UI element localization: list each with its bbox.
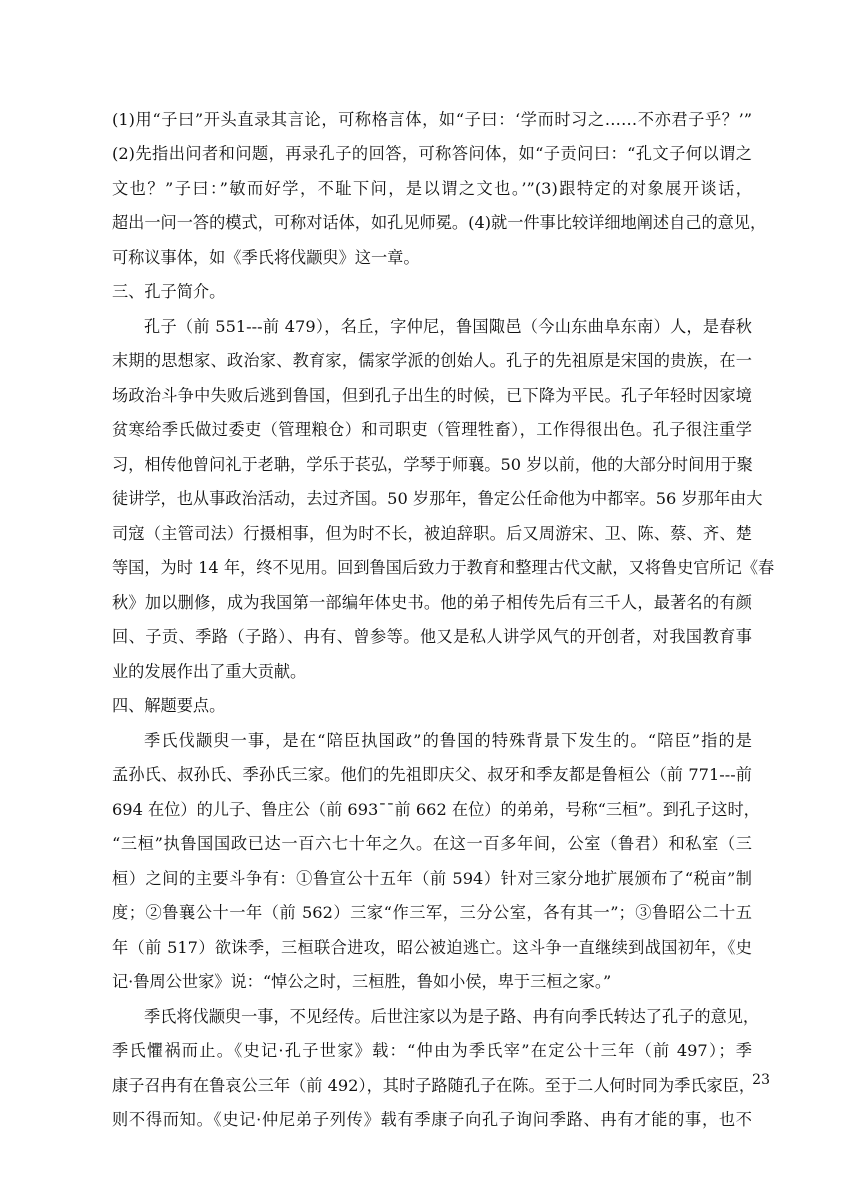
text-line: 场政治斗争中失败后逃到鲁国，但到孔子出生的时候，已下降为平民。孔子年轻时因家境	[112, 386, 752, 405]
text-line: 年（前 517）欲诛季，三桓联合进攻，昭公被迫逃亡。这斗争一直继续到战国初年，《史	[112, 938, 752, 957]
text-line: 季氏懼祸而止。《史记·孔子世家》载：“仲由为季氏宰”在定公十三年（前 497）；季	[112, 1041, 752, 1060]
text-line: 回、子贡、季路（子路）、冉有、曾参等。他又是私人讲学风气的开创者，对我国教育事	[112, 627, 752, 646]
text-line: 694 在位）的儿子、鲁庄公（前 693¯¯前 662 在位）的弟弟，号称“三桓”。到孔子这时，	[112, 800, 760, 819]
section-heading: 四、解题要点。	[112, 696, 226, 715]
text-line: 末期的思想家、政治家、教育家，儒家学派的创始人。孔子的先祖原是宋国的贵族，在一	[112, 351, 752, 370]
text-line: (2)先指出问者和问题，再录孔子的回答，可称答问体，如“子贡问曰：“孔文子何以谓之	[112, 144, 752, 163]
text-line: 徒讲学，也从事政治活动，去过齐国。50 岁那年，鲁定公任命他为中都宰。56 岁那年由大	[112, 489, 763, 508]
text-line: “三桓”执鲁国国政已达一百六七十年之久。在这一百多年间，公室（鲁君）和私室（三	[112, 834, 752, 853]
text-line: 文也？”子曰：”敏而好学，不耻下问，是以谓之文也。’”(3)跟特定的对象展开谈话，	[112, 179, 752, 198]
text-line: 孔子（前 551---前 479），名丘，字仲尼，鲁国陬邑（今山东曲阜东南）人，是春秋	[144, 317, 752, 336]
section-heading: 三、孔子简介。	[112, 282, 226, 301]
text-line: 则不得而知。《史记·仲尼弟子列传》载有季康子向孔子询问季路、冉有才能的事，也不	[112, 1110, 752, 1129]
text-line: 季氏伐颛臾一事，是在“陪臣执国政”的鲁国的特殊背景下发生的。“陪臣”指的是	[144, 731, 752, 750]
text-line: 等国，为时 14 年，终不见用。回到鲁国后致力于教育和整理古代文献，又将鲁史官所记《春	[112, 558, 775, 577]
text-line: 季氏将伐颛臾一事，不见经传。后世注家以为是子路、冉有向季氏转达了孔子的意见，	[144, 1007, 760, 1026]
text-line: 度；②鲁襄公十一年（前 562）三家“作三军，三分公室，各有其一”；③鲁昭公二十五	[112, 903, 752, 922]
text-line: 习，相传他曾问礼于老聃，学乐于苌弘，学琴于师襄。50 岁以前，他的大部分时间用于聚	[112, 455, 753, 474]
text-line: 可称议事体，如《季氏将伐颛臾》这一章。	[112, 248, 420, 267]
text-line: 贫寒给季氏做过委吏（管理粮仓）和司职吏（管理牲畜），工作得很出色。孔子很注重学	[112, 420, 752, 439]
text-line: 业的发展作出了重大贡献。	[112, 662, 307, 681]
text-line: 司寇（主管司法）行摄相事，但为时不长，被迫辞职。后又周游宋、卫、陈、蔡、齐、楚	[112, 524, 752, 543]
text-line: 康子召冉有在鲁哀公三年（前 492），其时子路随孔子在陈。至于二人何时同为季氏家臣，	[112, 1076, 756, 1095]
text-line: 记·鲁周公世家》说：“悼公之时，三桓胜，鲁如小侯，卑于三桓之家。”	[112, 972, 612, 991]
text-line: 孟孙氏、叔孙氏、季孙氏三家。他们的先祖即庆父、叔牙和季友都是鲁桓公（前 771---前	[112, 765, 752, 784]
text-line: 桓）之间的主要斗争有：①鲁宣公十五年（前 594）针对三家分地扩展颁布了“税亩”制	[112, 869, 752, 888]
page-number: 23	[752, 1072, 770, 1088]
text-line: 秋》加以删修，成为我国第一部编年体史书。他的弟子相传先后有三千人，最著名的有颜	[112, 593, 752, 612]
text-line: 超出一问一答的模式，可称对话体，如孔见师冕。(4)就一件事比较详细地阐述自己的意见，	[112, 213, 767, 232]
text-line: (1)用“子曰”开头直录其言论，可称格言体，如“子曰：‘学而时习之……不亦君子乎？’”	[112, 110, 752, 129]
